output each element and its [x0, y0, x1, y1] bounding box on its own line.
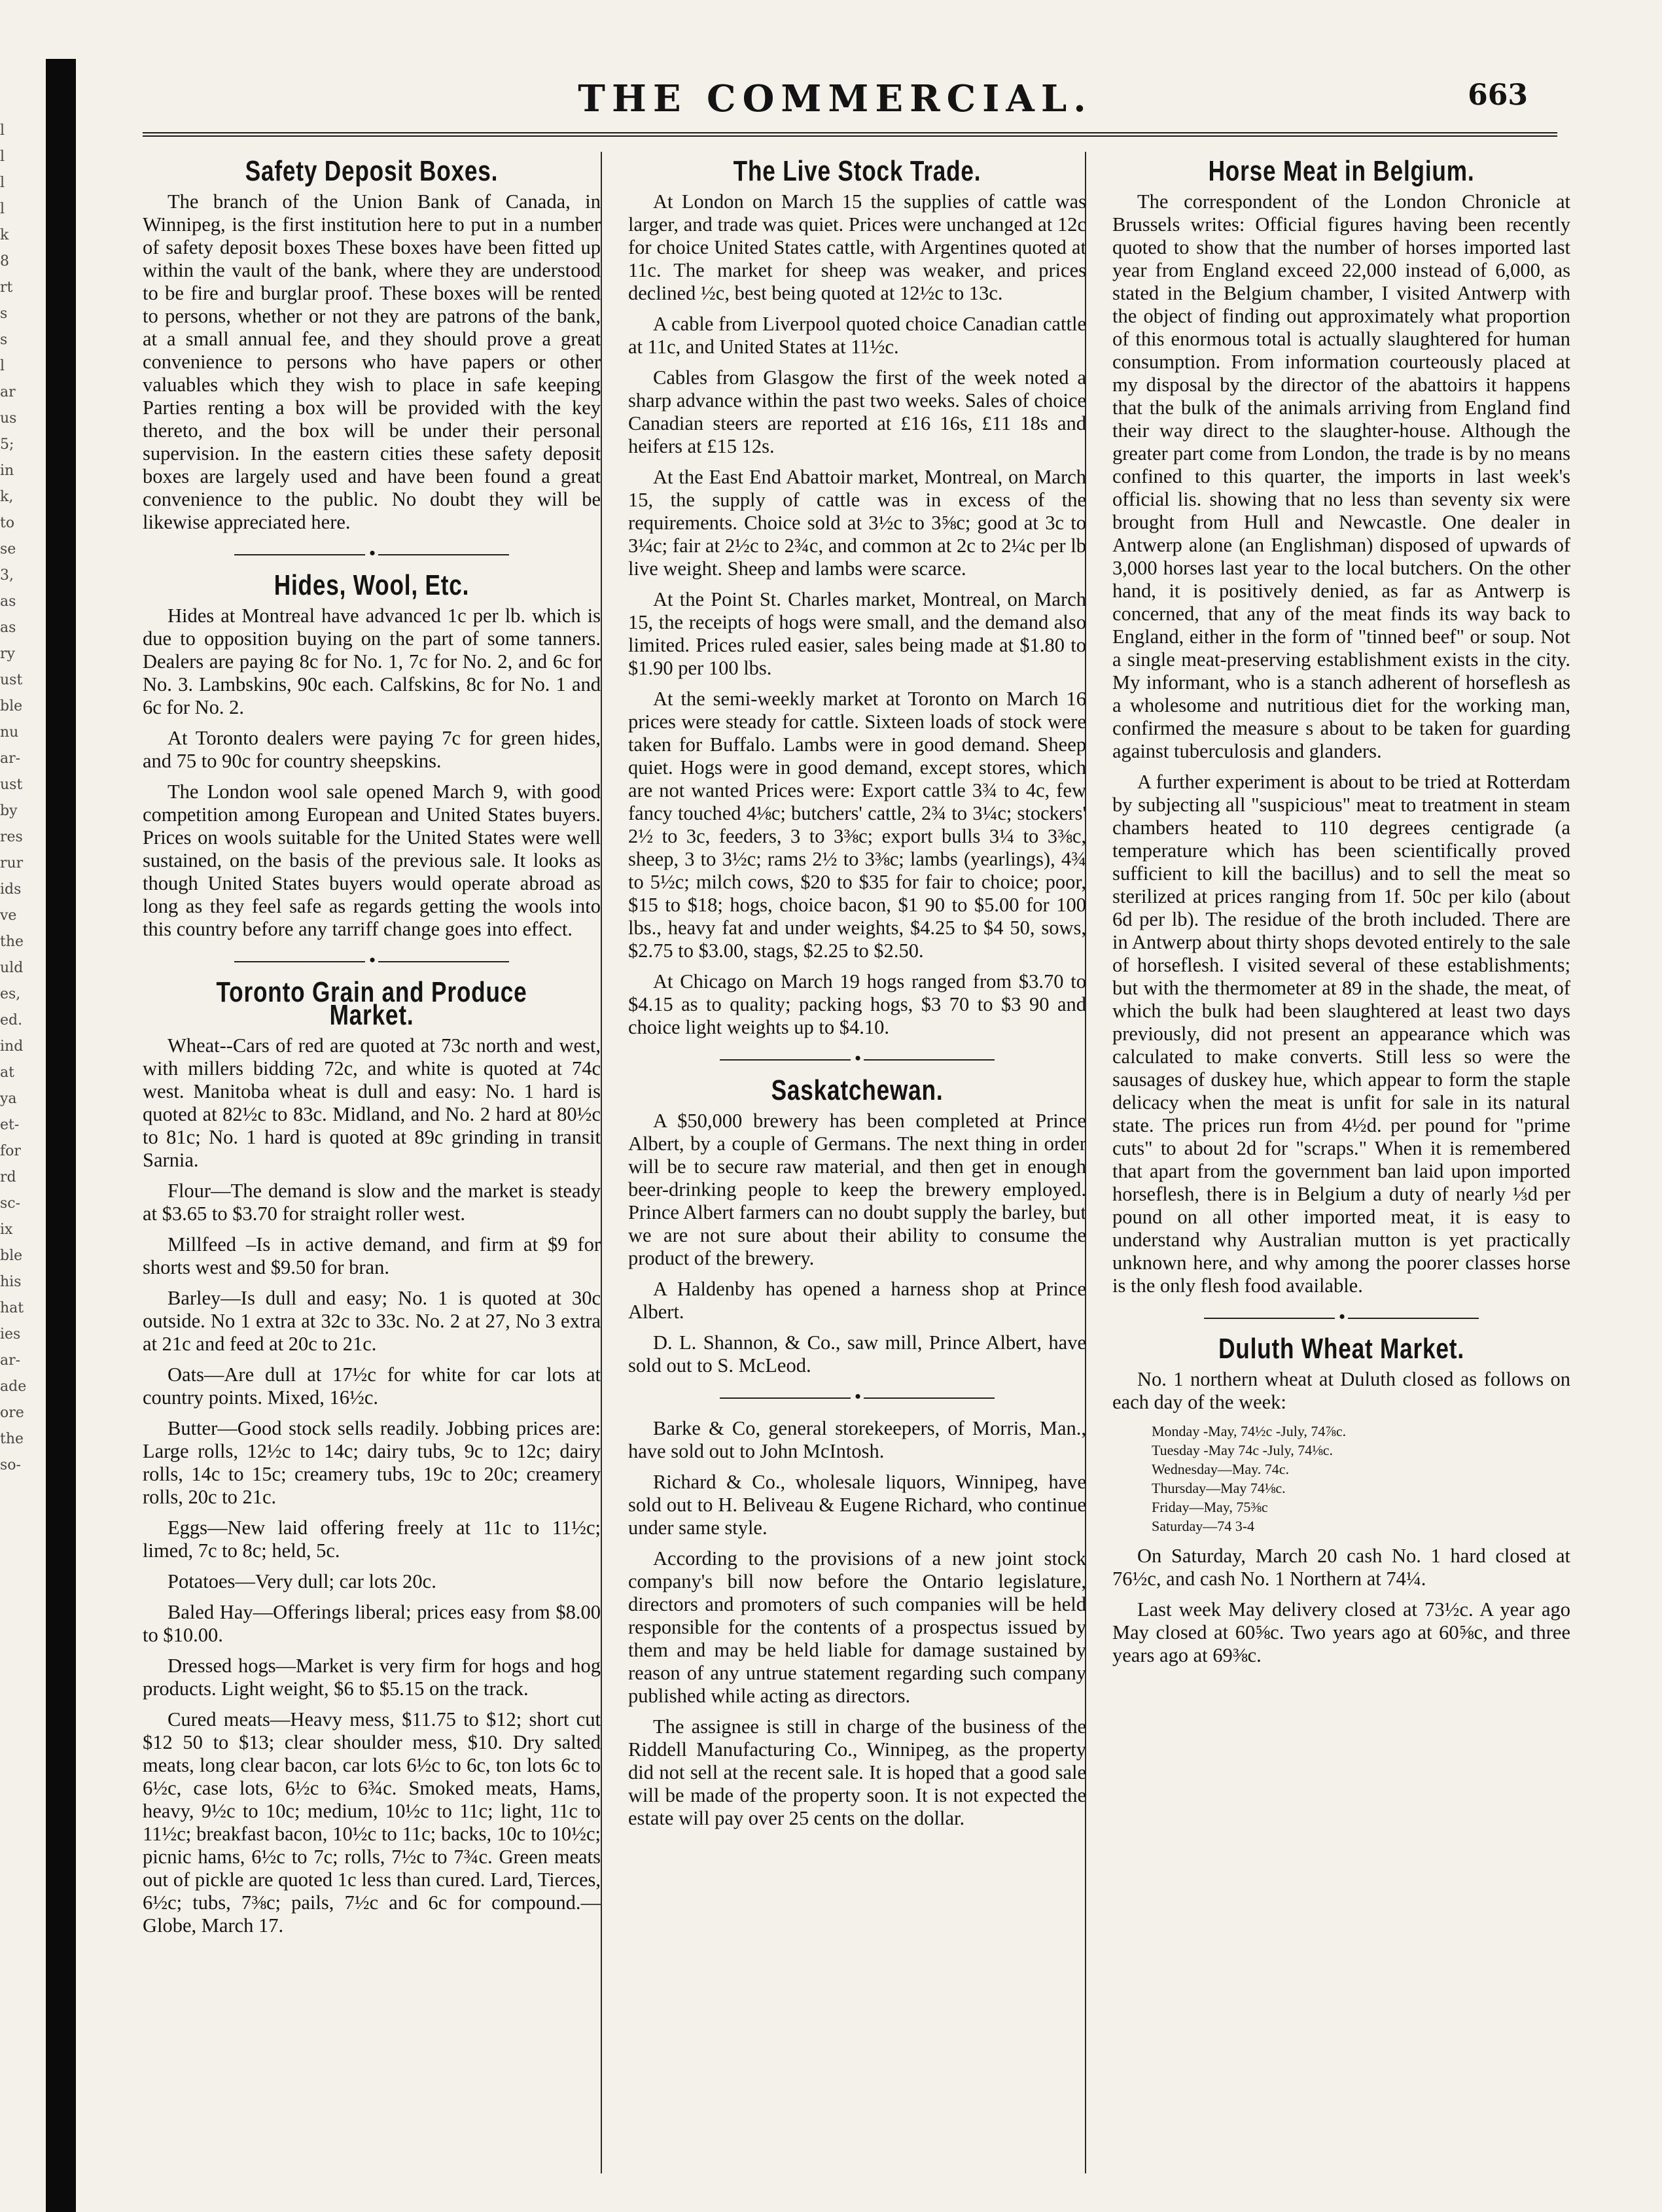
margin-mark: to [0, 515, 15, 531]
paragraph: Eggs—New laid offering freely at 11c to 11½c; limed, 7c to 8c; held, 5c. [143, 1517, 601, 1562]
paragraph: At Toronto dealers were paying 7c for green hides, and 75 to 90c for country sheepskins. [143, 727, 601, 772]
margin-mark: uld [0, 960, 24, 976]
margin-mark: l [0, 149, 5, 165]
margin-mark: ids [0, 881, 22, 898]
paragraph: At the Point St. Charles market, Montreal, on March 15, the receipts of hogs were small, and the demand also limited. Prices ruled easier, sales being made at $1.80 to $1.90 per 100 lbs. [628, 588, 1086, 679]
margin-mark: 3, [0, 567, 14, 584]
margin-mark: k, [0, 489, 14, 505]
margin-mark: ust [0, 672, 23, 688]
margin-mark: sc- [0, 1195, 21, 1212]
paragraph: According to the provisions of a new joint stock company's bill now before the Ontario legislature, directors and promoters of such companies will be held responsible for the contents of a prospectus issued by them and may be held liable for damage sustained by reason of any untrue statement regarding such company published while acting as directors. [628, 1547, 1086, 1707]
column-3 [1112, 152, 1570, 2173]
margin-mark: ble [0, 1248, 23, 1264]
paragraph: Wheat--Cars of red are quoted at 73c north and west, with millers bidding 72c, and white is quoted at 74c west. Manitoba wheat is dull and easy: No. 1 hard is quoted at 82½c to 83c. Midland, and No. 2 hard at 80½c to 81c; No. 1 hard is quoted at 89c grinding in transit Sarnia. [143, 1034, 601, 1171]
margin-mark: l [0, 201, 5, 217]
list-item: Tuesday -May 74c -July, 74⅛c. [1152, 1442, 1334, 1458]
margin-mark: ade [0, 1378, 27, 1395]
paragraph: Potatoes—Very dull; car lots 20c. [168, 1570, 436, 1592]
margin-mark: rur [0, 855, 24, 871]
margin-mark: k [0, 227, 9, 243]
masthead: THE COMMERCIAL. [578, 77, 1093, 120]
paragraph: At the semi-weekly market at Toronto on March 16 prices were steady for cattle. Sixteen loads of stock were taken for Buffalo. Lambs were in good demand. Sheep quiet. Hogs were in good demand, except stores, which are not wanted Prices were: Export cattle 3¾ to 4c, few fancy touched 4⅛c; butchers' cattle, 2¾ to 3¼c; stockers' 2½ to 3c, feeders, 3 to 3⅜c; export bulls 3¼ to 3⅜c, sheep, 3 to 3½c; rams 2½ to 3⅜c; lambs (yearlings), 4¾ to 5½c; milch cows, $20 to $35 for fair to choice; poor, $15 to $18; hogs, choice bacon, $1 90 to $5.00 for 100 lbs., heavy fat and under weights, $4.25 to $4 50, sows, $2.75 to $3.00, stags, $2.25 to $2.50. [628, 688, 1086, 962]
separator: • [143, 542, 601, 565]
paragraph: Millfeed –Is in active demand, and firm at $9 for shorts west and $9.50 for bran. [143, 1233, 601, 1278]
margin-mark: ix [0, 1221, 13, 1238]
margin-mark: 8 [0, 253, 9, 270]
article-heading: Horse Meat in Belgium. [1208, 155, 1475, 187]
margin-mark: et- [0, 1117, 20, 1133]
paragraph: Barley—Is dull and easy; No. 1 is quoted at 30c outside. No 1 extra at 32c to 33c. No. 2 at 27, No 3 extra at 21c and feed at 20c to 21c. [143, 1287, 601, 1355]
paragraph: A further experiment is about to be tried at Rotterdam by subjecting all "suspicious" meat to treatment in steam chambers heated to 110 degrees centigrade (a temperature which has been scientifically proved sufficient to kill the bacillus) and to sell the meat so sterilized at prices ranging from 1f. 50c per kilo (about 6d per lb). The residue of the broth included. There are in Antwerp about thirty shops devoted entirely to the sale of horseflesh. I visited several of these establishments; but with the thermometer at 89 in the shade, the meat, of which the bulk had been slaughtered at least two days previously, did not present an appearance which was calculated to make converts. Still less so were the sausages of duskey hue, which appear to form the staple delicacy when the meat is unfit for sale in its natural state. The prices run from 4½d. per pound for "prime cuts" to about 2d for "scraps." When it is remembered that apart from the government ban laid upon imported horseflesh, there is in Belgium a duty of nearly ⅓d per pound on all other imported meat, it is easy to understand why Australian mutton is yet practically unknown here, and why among the poorer classes horse is the only flesh food available. [1112, 771, 1570, 1297]
paragraph: A $50,000 brewery has been completed at Prince Albert, by a couple of Germans. The next thing in order will be to secure raw material, and then get in enough beer-drinking people to keep the brewery employed. Prince Albert farmers can no doubt supply the barley, but we are not sure about their ability to consume the product of the brewery. [628, 1110, 1086, 1269]
margin-mark: by [0, 803, 18, 819]
margin-mark: ry [0, 646, 15, 662]
margin-mark: ore [0, 1405, 24, 1421]
separator: • [628, 1385, 1086, 1408]
margin-mark: ind [0, 1038, 24, 1055]
weekly-price-list [1152, 1422, 1570, 1536]
paragraph: Oats—Are dull at 17½c for white for car lots at country points. Mixed, 16½c. [143, 1363, 601, 1409]
paragraph: At Chicago on March 19 hogs ranged from $3.70 to $4.15 as to quality; packing hogs, $3 70 to $3 90 and choice light weights up to $4.10. [628, 970, 1086, 1038]
page-header [143, 73, 1528, 126]
paragraph: Cured meats—Heavy mess, $11.75 to $12; short cut $12 50 to $13; clear shoulder mess, $10. Dry salted meats, long clear bacon, car lots 6½c to 6c, ton lots 6c to 6½c, case lots, 6½c to 6¾c. Smoked meats, Hams, heavy, 9½c to 10c; medium, 10½c to 11c; light, 11c to 11½c; breakfast bacon, 10½c to 11c; backs, 10c to 10½c; picnic hams, 6½c to 7c; rolls, 7½c to 7¾c. Green meats out of pickle are quoted 1c less than cured. Lard, Tierces, 6½c; tubs, 7⅜c; pails, 7½c and 6c for compound.—Globe, March 17. [143, 1708, 601, 1937]
margin-mark: as [0, 620, 16, 636]
article-heading: Saskatchewan. [771, 1074, 944, 1106]
margin-mark: nu [0, 724, 19, 741]
margin-mark: 5; [0, 436, 14, 453]
margin-mark: at [0, 1064, 14, 1081]
article-heading: Duluth Wheat Market. [1218, 1333, 1464, 1365]
scan-binding-edge [46, 59, 76, 2212]
paragraph: Dressed hogs—Market is very firm for hogs and hog products. Light weight, $6 to $5.15 on the track. [143, 1655, 601, 1700]
margin-mark: in [0, 463, 14, 479]
paragraph: On Saturday, March 20 cash No. 1 hard closed at 76½c, and cash No. 1 Northern at 74¼. [1112, 1545, 1570, 1590]
margin-mark: l [0, 358, 5, 374]
paragraph: Last week May delivery closed at 73½c. A year ago May closed at 60⅝c. Two years ago at 60⅝c, and three years ago at 69⅜c. [1112, 1598, 1570, 1666]
margin-mark: ust [0, 777, 23, 793]
margin-mark: l [0, 175, 5, 191]
margin-mark: us [0, 410, 17, 427]
article-heading: Toronto Grain and Produce Market. [216, 976, 527, 1031]
paragraph: Richard & Co., wholesale liquors, Winnipeg, have sold out to H. Beliveau & Eugene Richard, who continue under same style. [628, 1471, 1086, 1539]
separator: • [628, 1047, 1086, 1070]
list-item: Monday -May, 74½c -July, 74⅞c. [1152, 1423, 1347, 1439]
margin-mark: ed. [0, 1012, 23, 1028]
article-heading: Safety Deposit Boxes. [245, 155, 499, 187]
paragraph: The assignee is still in charge of the business of the Riddell Manufacturing Co., Winnipeg, as the property did not sell at the recent sale. It is hoped that a good sale will be made of the property soon. It is not expected the estate will pay over 25 cents on the dollar. [628, 1715, 1086, 1829]
paragraph: Barke & Co, general storekeepers, of Morris, Man., have sold out to John McIntosh. [628, 1417, 1086, 1462]
column-divider [601, 152, 602, 2173]
article-heading: The Live Stock Trade. [733, 155, 981, 187]
margin-mark: l [0, 122, 5, 139]
margin-mark: ve [0, 907, 17, 924]
page-number: 663 [1468, 79, 1528, 112]
column-2 [628, 152, 1086, 2173]
article-heading: Hides, Wool, Etc. [274, 569, 470, 601]
margin-mark: ar [0, 384, 16, 400]
margin-mark: ar- [0, 750, 21, 767]
margin-mark: as [0, 593, 16, 610]
margin-mark: res [0, 829, 23, 845]
list-item: Friday—May, 75⅜c [1152, 1499, 1268, 1515]
header-rule [143, 132, 1557, 137]
column-1 [143, 152, 601, 2173]
margin-mark: for [0, 1143, 21, 1159]
paragraph: The London wool sale opened March 9, with good competition among European and United States buyers. Prices on wools suitable for the United States were well sustained, on the basis of the previous sale. It looks as though United States buyers would operate abroad as long as they feel safe as regards getting the wools into this country before any tarriff change goes into effect. [143, 781, 601, 940]
margin-mark: the [0, 934, 24, 950]
list-item: Saturday—74 3-4 [1152, 1518, 1255, 1534]
margin-mark: ar- [0, 1352, 21, 1369]
paragraph: A cable from Liverpool quoted choice Canadian cattle at 11c, and United States at 11½c. [628, 313, 1086, 358]
margin-mark: so- [0, 1457, 21, 1473]
margin-mark: the [0, 1431, 24, 1447]
paragraph: At London on March 15 the supplies of cattle was larger, and trade was quiet. Prices were unchanged at 12c for choice United States cattle, with Argentines quoted at 11c. The market for sheep was weaker, and prices declined ½c, best being quoted at 12½c to 13c. [628, 190, 1086, 304]
margin-mark: ies [0, 1326, 21, 1343]
margin-mark: hat [0, 1300, 24, 1316]
margin-mark: s [0, 332, 8, 348]
paragraph: The branch of the Union Bank of Canada, in Winnipeg, is the first institution here to put in a number of safety deposit boxes These boxes have been fitted up within the vault of the bank, where they are understood to be fire and burglar proof. These boxes will be rented to persons, whether or not they are patrons of the bank, at a small annual fee, and they should prove a great convenience to persons who have papers or other valuables which they wish to place in safe keeping Parties renting a box will be provided with the key thereto, and the box will be under their personal supervision. In the eastern cities these safety deposit boxes are largely used and have been found a great convenience to the public. No doubt they will be likewise appreciated here. [143, 190, 601, 533]
margin-mark: s [0, 306, 8, 322]
margin-mark: his [0, 1274, 22, 1290]
separator: • [143, 949, 601, 972]
margin-mark: rd [0, 1169, 16, 1185]
margin-mark: se [0, 541, 16, 557]
margin-mark: rt [0, 279, 13, 296]
paragraph: D. L. Shannon, & Co., saw mill, Prince Albert, have sold out to S. McLeod. [628, 1331, 1086, 1377]
paragraph: At the East End Abattoir market, Montreal, on March 15, the supply of cattle was in excess of the requirements. Choice sold at 3½c to 3⅝c; good at 3c to 3¼c; fair at 2½c to 2¾c, and common at 2c to 2¼c per lb live weight. Sheep and lambs were scarce. [628, 466, 1086, 580]
margin-marks [0, 118, 43, 2146]
paragraph: A Haldenby has opened a harness shop at Prince Albert. [628, 1278, 1086, 1323]
margin-mark: es, [0, 986, 21, 1002]
list-item: Thursday—May 74⅛c. [1152, 1480, 1286, 1496]
paragraph: Flour—The demand is slow and the market is steady at $3.65 to $3.70 for straight roller west. [143, 1180, 601, 1225]
separator: • [1112, 1305, 1570, 1328]
paragraph: Baled Hay—Offerings liberal; prices easy from $8.00 to $10.00. [143, 1601, 601, 1646]
paragraph: Butter—Good stock sells readily. Jobbing prices are: Large rolls, 12½c to 14c; dairy tubs, 9c to 12c; dairy rolls, 14c to 15c; creamery tubs, 19c to 20c; creamery rolls, 20c to 21c. [143, 1417, 601, 1508]
paragraph: No. 1 northern wheat at Duluth closed as follows on each day of the week: [1112, 1368, 1570, 1413]
margin-mark: ble [0, 698, 23, 714]
paragraph: The correspondent of the London Chronicle at Brussels writes: Official figures having been recently quoted to show that the number of horses imported last year from England exceed 22,000 instead of 6,000, as stated in the Belgium chamber, I visited Antwerp with the object of finding out approximately what proportion of this enormous total is actually slaughtered for human consumption. From information courteously placed at my disposal by the director of the abattoirs it happens that the bulk of the animals arriving from England find their way direct to the slaughter-house. Although the greater part come from London, the trade is by no means confined to this quarter, the imports in last week's official lis. showing that no less than seventy six were brought from Hull and Newcastle. One dealer in Antwerp alone (an Englishman) disposed of upwards of 3,000 horses last year to the local butchers. On the other hand, it is positively denied, as far as Antwerp is concerned, that any of the meat finds its way back to England, either in the form of "tinned beef" or soup. Not a single meat-preserving establishment exists in the city. My informant, who is a stanch adherent of horseflesh as a wholesome and nutritious diet for the working man, confirmed the measure s about to be taken for guarding against tuberculosis and glanders. [1112, 190, 1570, 762]
paragraph: Hides at Montreal have advanced 1c per lb. which is due to opposition buying on the part of some tanners. Dealers are paying 8c for No. 1, 7c for No. 2, and 6c for No. 3. Lambskins, 90c each. Calfskins, 8c for No. 1 and 6c for No. 2. [143, 605, 601, 718]
paragraph: Cables from Glasgow the first of the week noted a sharp advance within the past two weeks. Sales of choice Canadian steers are reported at £16 16s, £11 18s and heifers at £15 12s. [628, 366, 1086, 457]
margin-mark: ya [0, 1091, 17, 1107]
list-item: Wednesday—May. 74c. [1152, 1461, 1290, 1477]
